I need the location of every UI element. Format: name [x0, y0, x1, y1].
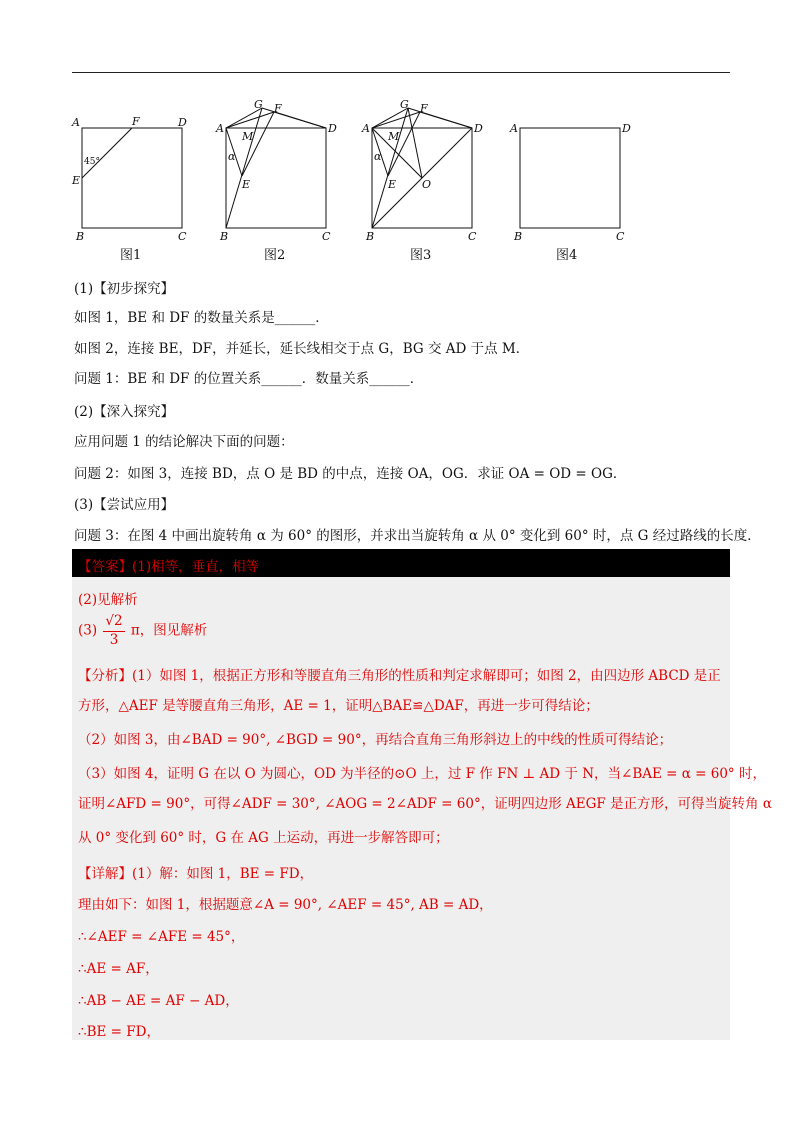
- fig1-label-F: F: [132, 115, 140, 128]
- fig3-label-M: M: [388, 130, 400, 143]
- q-line-3: 如图 2，连接 BE，DF，并延长，延长线相交于点 G，BG 交 AD 于点 M．: [74, 341, 530, 357]
- answer-header-bar: [72, 549, 730, 577]
- analysis-6: 从 0° 变化到 60° 时，G 在 AG 上运动，再进一步解答即可；: [78, 830, 449, 846]
- fig1-label-C: C: [178, 230, 187, 243]
- figure-4: [520, 128, 620, 228]
- fig2-caption: 图2: [264, 248, 286, 263]
- fig3-label-D: D: [474, 122, 483, 135]
- fig4-caption: 图4: [556, 248, 578, 263]
- fig3-label-alpha: α: [374, 150, 382, 163]
- detail-5: ∴AB − AE = AF − AD，: [78, 993, 239, 1009]
- fig1-label-B: B: [76, 230, 85, 243]
- detail-2: 理由如下：如图 1，根据题意∠A = 90°, ∠AEF = 45°, AB = AD，: [78, 897, 493, 913]
- answer-header: 【答案】(1)相等，垂直，相等: [78, 559, 260, 575]
- fig2-label-B: B: [220, 230, 229, 243]
- q-section-2: (2)【深入探究】: [74, 404, 175, 420]
- q-line-4: 问题 1：BE 和 DF 的位置关系______．数量关系______．: [74, 371, 424, 387]
- fig4-label-B: B: [514, 230, 523, 243]
- analysis-4: （3）如图 4，证明 G 在以 O 为圆心，OD 为半径的⊙O 上，过 F 作 FN ⊥ AD 于 N，当∠BAE = α = 60° 时，: [78, 766, 766, 782]
- fig4-label-D: D: [622, 122, 631, 135]
- detail-1: 【详解】(1）解：如图 1，BE = FD，: [78, 866, 314, 882]
- fig1-label-A: A: [72, 116, 80, 129]
- fig3-label-C: C: [468, 230, 477, 243]
- answer-3: [78, 615, 207, 647]
- fig3-label-B: B: [366, 230, 375, 243]
- q-line-6: 应用问题 1 的结论解决下面的问题：: [74, 434, 294, 450]
- detail-4: ∴AE = AF，: [78, 961, 159, 977]
- q-line-9: 问题 3：在图 4 中画出旋转角 α 为 60° 的图形，并求出当旋转角 α 从 0° 变化到 60° 时，点 G 经过路线的长度．: [74, 528, 761, 544]
- figure-3: [372, 108, 472, 228]
- q-line-7: 问题 2：如图 3，连接 BD，点 O 是 BD 的中点，连接 OA，OG．求证 OA = OD = OG．: [74, 466, 627, 482]
- analysis-2: 方形，△AEF 是等腰直角三角形，AE = 1，证明△BAE≌△DAF，再进一步可得结论；: [78, 698, 599, 714]
- fig1-label-E: E: [72, 174, 81, 187]
- fig3-label-O: O: [422, 178, 432, 191]
- fig2-label-D: D: [328, 122, 337, 135]
- answer-3-suffix: π，图见解析: [130, 622, 208, 639]
- fraction-numerator: √2: [103, 615, 124, 632]
- fig4-label-C: C: [616, 230, 625, 243]
- fraction-denominator: 3: [109, 631, 119, 648]
- fig2-label-E: E: [242, 178, 251, 191]
- answer-3-fraction: [103, 615, 124, 647]
- analysis-3: （2）如图 3，由∠BAD = 90°, ∠BGD = 90°，再结合直角三角形斜边上的中线的性质可得结论；: [78, 732, 673, 748]
- fig3-caption: 图3: [410, 248, 432, 263]
- analysis-5: 证明∠AFD = 90°，可得∠ADF = 30°, ∠AOG = 2∠ADF = 60°，证明四边形 AEGF 是正方形，可得当旋转角 α: [78, 796, 772, 812]
- detail-3: ∴∠AEF = ∠AFE = 45°，: [78, 929, 245, 945]
- figure-1: [82, 128, 182, 228]
- header-rule: [72, 72, 730, 73]
- analysis-1: 【分析】(1）如图 1，根据正方形和等腰直角三角形的性质和判定求解即可；如图 2，由四边形 ABCD 是正: [78, 668, 721, 684]
- fig2-label-alpha: α: [228, 150, 236, 163]
- q-line-2: 如图 1，BE 和 DF 的数量关系是______．: [74, 310, 329, 326]
- fig3-label-A: A: [362, 122, 370, 135]
- q-section-3: (3)【尝试应用】: [74, 497, 175, 513]
- fig2-label-A: A: [216, 122, 224, 135]
- figures: [62, 92, 742, 264]
- fig2-label-F: F: [274, 102, 282, 115]
- fig2-label-G: G: [254, 98, 263, 111]
- fig4-label-A: A: [510, 122, 518, 135]
- fig1-caption: 图1: [120, 248, 142, 263]
- fig3-label-F: F: [420, 102, 428, 115]
- fig1-label-D: D: [178, 116, 187, 129]
- detail-6: ∴BE = FD，: [78, 1024, 160, 1040]
- fig2-label-C: C: [322, 230, 331, 243]
- fig1-angle-label: 45°: [84, 157, 100, 167]
- fig2-label-M: M: [242, 130, 254, 143]
- fig3-label-E: E: [388, 178, 397, 191]
- q-section-1: (1)【初步探究】: [74, 281, 175, 297]
- answer-2: (2)见解析: [78, 592, 138, 608]
- answer-3-prefix: (3): [78, 622, 98, 639]
- figure-2: [226, 108, 326, 228]
- fig3-label-G: G: [400, 98, 409, 111]
